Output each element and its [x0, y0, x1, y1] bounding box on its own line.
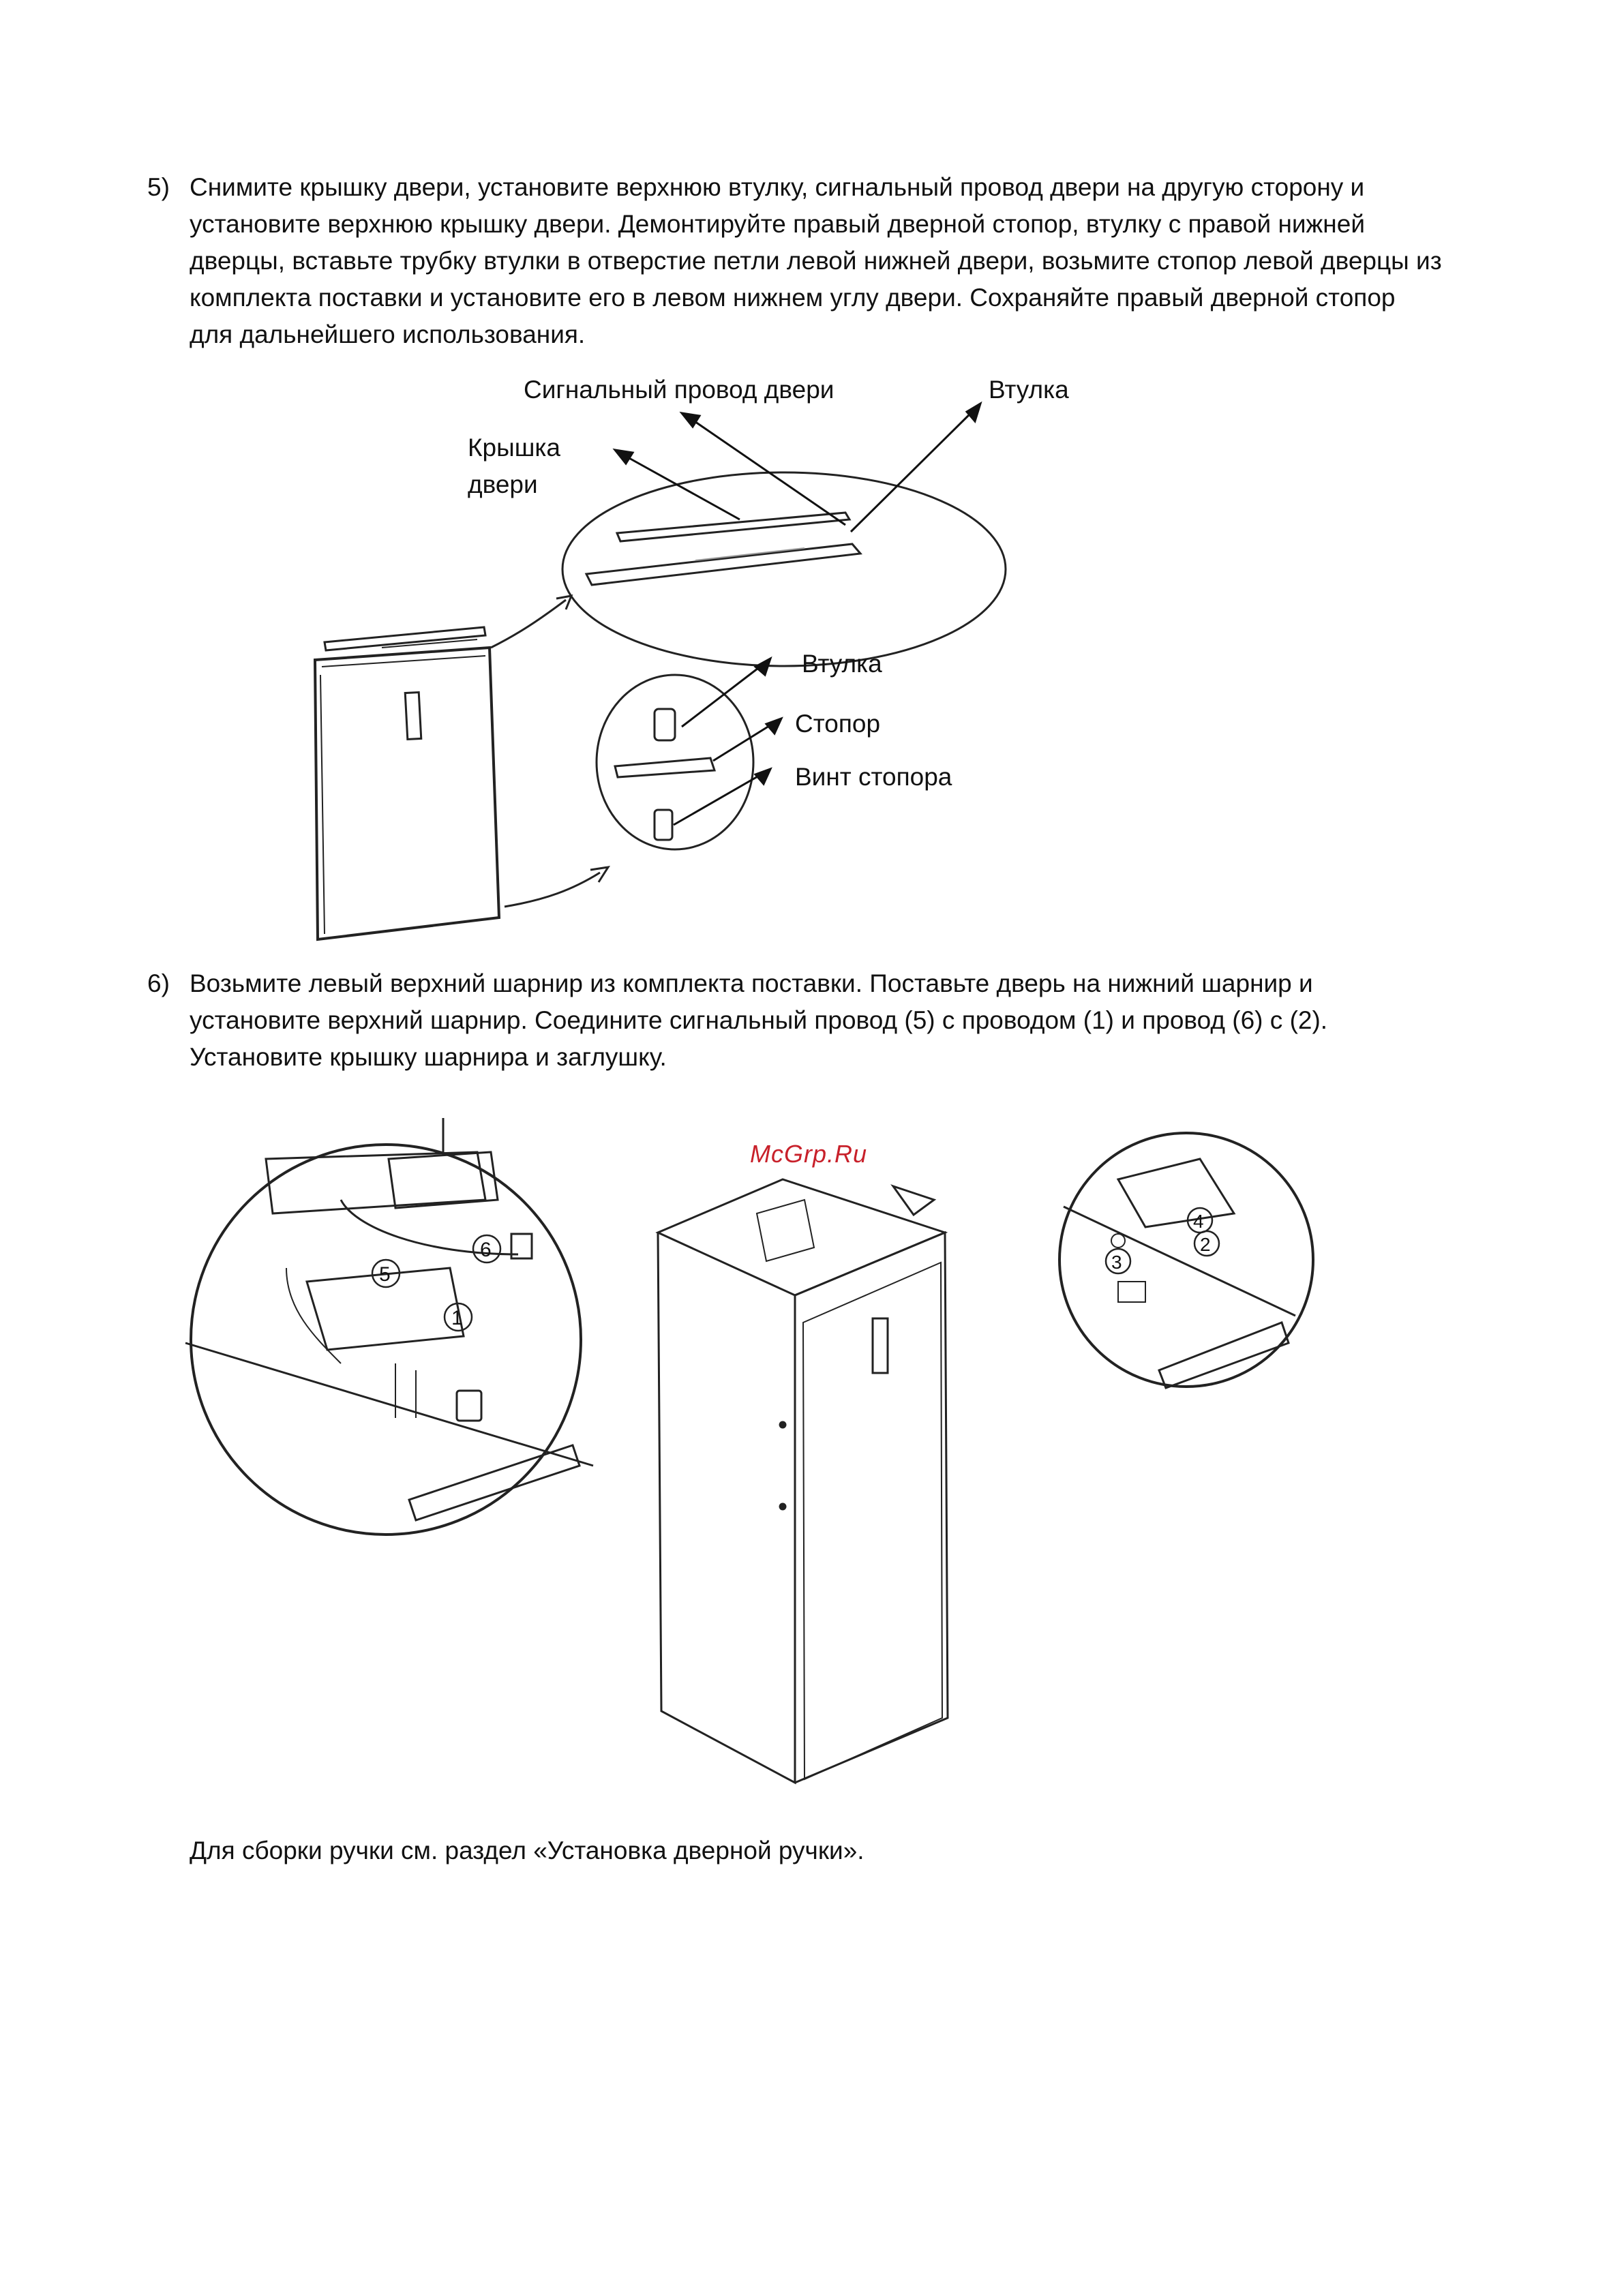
callout-5: 5 [379, 1263, 391, 1286]
label-stopper: Стопор [795, 710, 881, 738]
hinge-detail-right [1059, 1133, 1313, 1388]
label-signal-wire: Сигнальный провод двери [524, 376, 834, 404]
watermark: McGrp.Ru [750, 1140, 868, 1168]
label-bushing: Втулка [802, 650, 882, 678]
callout-2: 2 [1200, 1234, 1211, 1255]
label-bushing-top: Втулка [989, 376, 1069, 404]
step-6-text: Возьмите левый верхний шарнир из комплекта поставки. Поставьте дверь на нижний шарнир и установите верхний шарнир. Соедините сигнальный провод (5) с проводом (1) и провод (6) с (2). Установите крышку шарнира и заглушку. [190, 969, 1328, 1071]
refrigerator [658, 1179, 948, 1783]
step-5-number: 5) [147, 173, 170, 201]
callout-6: 6 [480, 1239, 492, 1261]
label-door-cover: Крышка двери [468, 434, 560, 498]
footer-note: Для сборки ручки см. раздел «Установка дверной ручки». [190, 1837, 864, 1864]
callout-3: 3 [1111, 1252, 1122, 1273]
callout-1: 1 [451, 1307, 463, 1329]
label-stopper-screw: Винт стопора [795, 763, 952, 791]
step-6-number: 6) [147, 969, 170, 997]
callout-4: 4 [1193, 1211, 1204, 1232]
hinge-detail-left [185, 1118, 593, 1535]
step-5-text: Снимите крышку двери, установите верхнюю втулку, сигнальный провод двери на другую сторону и установите верхнюю крышку двери. Демонтируйте правый дверной стопор, втулку с правой нижней дверцы, вставьте трубку втулки в отверстие петли левой нижней двери, возьмите стопор левой дверцы из комплекта поставки и установите его в левом нижнем углу двери. Сохраняйте правый дверной стопор для дальнейшего использования. [190, 173, 1442, 348]
